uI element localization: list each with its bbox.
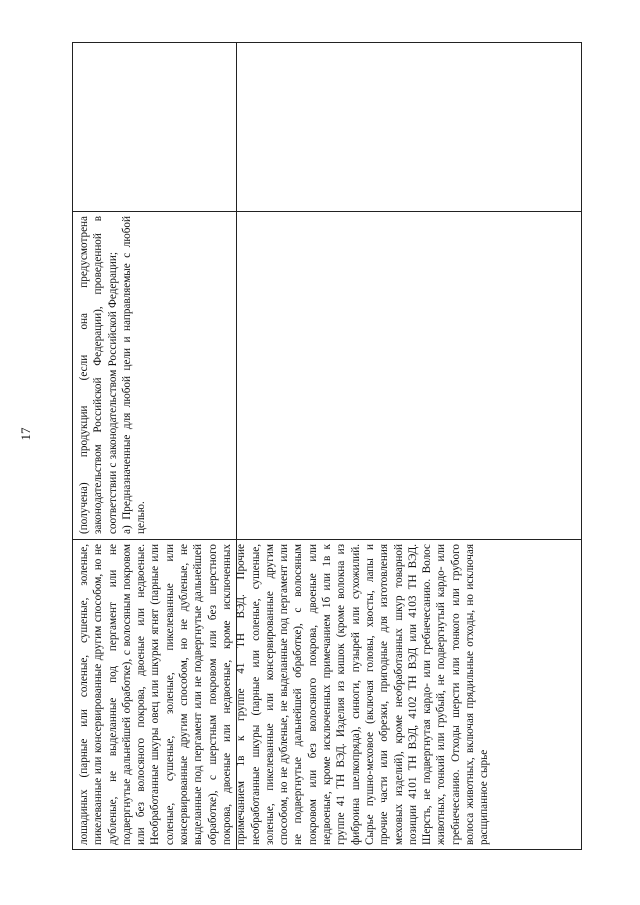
- conditions-text: (получена) продукции (если она предусмотрена законодательством Российской Федерации), проведенной в соответствии с законодательством Российской Федерации;: [78, 216, 119, 534]
- page-number: 17: [18, 427, 33, 441]
- document-table: [72, 42, 582, 850]
- product-description-text: лошадиных (парные или соленые, сушеные, золеные, пикелеванные или консервированные другим способом, но не дубленые, не выделанные под пергамент или не подвергнутые дальнейшей обработке), с волосяным покровом или без волосяного покрова, двоеные или недвоеные. Необработанные шкуры овец или шкурки ягнят (парные или соленые, сушеные, золеные, пикелеванные или консервированные другим способом, но не дубленые, не выделанные под пергамент или не подвергнутые дальнейшей обработке), с шерстным покровом или без шерстного покрова, двоеные или недвоеные, кроме исключенных примечанием 1в к группе 41 ТН ВЭД. Прочие необработанные шкуры (парные или соленые, сушеные, золеные, пикелеванные или консервированные другим способом, но не дубленые, не выделанные под пергамент или не подвергнутые дальнейшей обработке), с волосяным покровом или без волосяного покрова, двоеные или недвоеные, кроме исключенных примечанием 1б или 1в к группе 41 ТН ВЭД. Изделия из кишок (кроме волокна из фиброина шелкопряда), синюги, пузырей или сухожилий. Сырье пушно-меховое (включая головы, хвосты, лапы и прочие части или обрезки, пригодные для изготовления меховых изделий), кроме необработанных шкур товарной позиции 4101 ТН ВЭД, 4102 ТН ВЭД или 4103 ТН ВЭД. Шерсть, не подвергнутая кардо- или гребнечесанию. Волос животных, тонкий или грубый, не подвергнутый кардо- или гребнечесанию. Отходы шерсти или тонкого или грубого волоса животных, включая прядильные отходы, но исключая расщипанное сырье: [78, 544, 491, 845]
- table-cell-empty: [237, 212, 581, 538]
- table-cell-conditions: [73, 212, 236, 538]
- table-cell-product-description: [73, 540, 581, 849]
- table-cell-empty: [73, 43, 581, 210]
- purpose-text: а) Предназначенные для любой цели и направляемые с любой целью.: [120, 216, 148, 534]
